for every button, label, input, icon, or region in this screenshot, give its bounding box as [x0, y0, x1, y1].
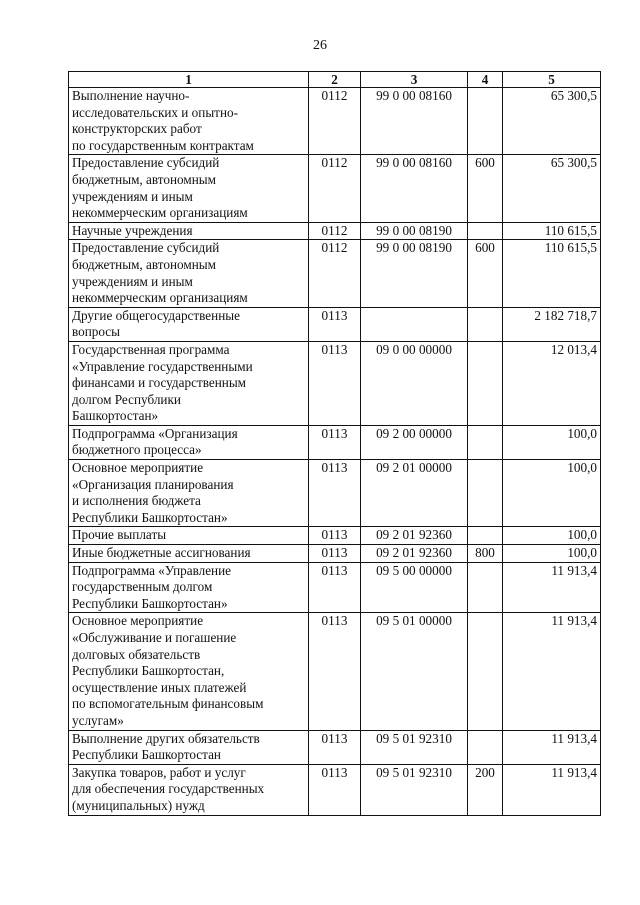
row-name: Основное мероприятие «Обслуживание и погашение долговых обязательств Республики Башкортостан, осуществление иных платежей по вспомогательным финансовым услугам»: [69, 613, 309, 730]
row-amount: 12 013,4: [503, 341, 601, 425]
row-target-code: 99 0 00 08160: [361, 88, 468, 155]
row-name: Выполнение других обязательств Республики Башкортостан: [69, 730, 309, 764]
row-section-code: 0113: [309, 545, 361, 563]
row-amount: 65 300,5: [503, 155, 601, 222]
row-amount: 11 913,4: [503, 764, 601, 815]
row-name: Предоставление субсидий бюджетным, автономным учреждениям и иным некоммерческим организациям: [69, 155, 309, 222]
table-row: [69, 155, 601, 222]
table-row: [69, 527, 601, 545]
row-kind-code: 600: [468, 240, 503, 307]
row-amount: 65 300,5: [503, 88, 601, 155]
row-kind-code: [468, 425, 503, 459]
row-amount: 100,0: [503, 545, 601, 563]
row-target-code: 09 2 01 92360: [361, 545, 468, 563]
row-name: Научные учреждения: [69, 222, 309, 240]
row-amount: 100,0: [503, 527, 601, 545]
row-target-code: 99 0 00 08190: [361, 240, 468, 307]
column-header-section: 2: [309, 72, 361, 88]
row-section-code: 0113: [309, 613, 361, 730]
row-section-code: 0112: [309, 88, 361, 155]
row-kind-code: [468, 341, 503, 425]
row-section-code: 0113: [309, 307, 361, 341]
row-target-code: 09 5 01 00000: [361, 613, 468, 730]
row-amount: 11 913,4: [503, 730, 601, 764]
page-number: 26: [313, 38, 327, 53]
row-section-code: 0113: [309, 730, 361, 764]
row-section-code: 0112: [309, 222, 361, 240]
table-row: [69, 425, 601, 459]
row-kind-code: [468, 460, 503, 527]
row-amount: 110 615,5: [503, 222, 601, 240]
row-target-code: [361, 307, 468, 341]
table-row: [69, 307, 601, 341]
table-row: [69, 562, 601, 613]
row-section-code: 0113: [309, 460, 361, 527]
row-section-code: 0113: [309, 764, 361, 815]
row-kind-code: 600: [468, 155, 503, 222]
row-section-code: 0113: [309, 341, 361, 425]
table-row: [69, 545, 601, 563]
row-kind-code: [468, 222, 503, 240]
row-target-code: 09 5 01 92310: [361, 730, 468, 764]
row-name: Другие общегосударственные вопросы: [69, 307, 309, 341]
row-target-code: 99 0 00 08190: [361, 222, 468, 240]
row-name: Подпрограмма «Организация бюджетного процесса»: [69, 425, 309, 459]
row-target-code: 09 2 01 92360: [361, 527, 468, 545]
row-section-code: 0112: [309, 155, 361, 222]
table-row: [69, 240, 601, 307]
table-row: [69, 764, 601, 815]
row-name: Подпрограмма «Управление государственным долгом Республики Башкортостан»: [69, 562, 309, 613]
row-amount: 110 615,5: [503, 240, 601, 307]
row-target-code: 09 5 01 92310: [361, 764, 468, 815]
column-header-name: 1: [69, 72, 309, 88]
budget-table-header: [69, 72, 601, 88]
row-name: Иные бюджетные ассигнования: [69, 545, 309, 563]
row-name: Закупка товаров, работ и услуг для обеспечения государственных (муниципальных) нужд: [69, 764, 309, 815]
row-name: Государственная программа «Управление государственными финансами и государственным долгом Республики Башкортостан»: [69, 341, 309, 425]
row-kind-code: [468, 613, 503, 730]
table-row: [69, 460, 601, 527]
row-kind-code: [468, 562, 503, 613]
budget-table-body: [69, 88, 601, 816]
table-row: [69, 222, 601, 240]
row-kind-code: [468, 307, 503, 341]
row-kind-code: 800: [468, 545, 503, 563]
row-name: Прочие выплаты: [69, 527, 309, 545]
row-name: Выполнение научно- исследовательских и опытно- конструкторских работ по государственным контрактам: [69, 88, 309, 155]
column-header-kind: 4: [468, 72, 503, 88]
row-amount: 11 913,4: [503, 562, 601, 613]
table-row: [69, 613, 601, 730]
row-kind-code: [468, 527, 503, 545]
table-row: [69, 730, 601, 764]
row-amount: 100,0: [503, 425, 601, 459]
header-row: [69, 72, 601, 88]
row-kind-code: 200: [468, 764, 503, 815]
row-target-code: 09 2 00 00000: [361, 425, 468, 459]
row-name: Предоставление субсидий бюджетным, автономным учреждениям и иным некоммерческим организациям: [69, 240, 309, 307]
row-amount: 11 913,4: [503, 613, 601, 730]
column-header-amount: 5: [503, 72, 601, 88]
row-target-code: 09 0 00 00000: [361, 341, 468, 425]
row-target-code: 09 2 01 00000: [361, 460, 468, 527]
row-amount: 100,0: [503, 460, 601, 527]
row-target-code: 99 0 00 08160: [361, 155, 468, 222]
row-kind-code: [468, 88, 503, 155]
budget-table: [68, 71, 601, 816]
column-header-target: 3: [361, 72, 468, 88]
row-amount: 2 182 718,7: [503, 307, 601, 341]
table-row: [69, 88, 601, 155]
row-name: Основное мероприятие «Организация планирования и исполнения бюджета Республики Башкортостан»: [69, 460, 309, 527]
row-section-code: 0113: [309, 425, 361, 459]
row-section-code: 0113: [309, 562, 361, 613]
row-section-code: 0113: [309, 527, 361, 545]
row-kind-code: [468, 730, 503, 764]
row-target-code: 09 5 00 00000: [361, 562, 468, 613]
table-row: [69, 341, 601, 425]
row-section-code: 0112: [309, 240, 361, 307]
